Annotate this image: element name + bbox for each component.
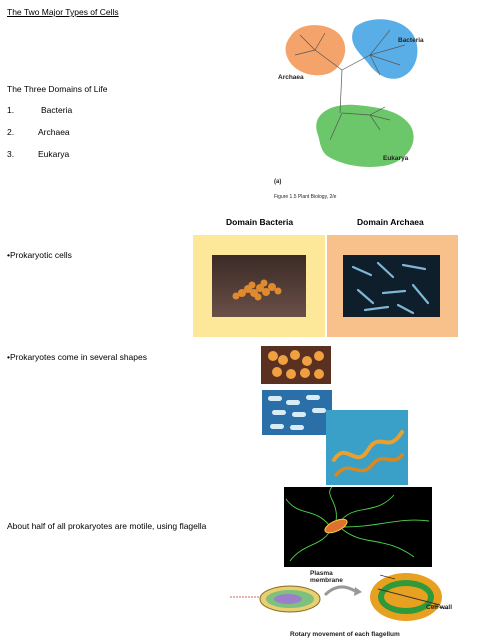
domains-heading: The Three Domains of Life (7, 84, 108, 94)
domain-num-1: 1. (7, 105, 15, 115)
domain-num-3: 3. (7, 149, 15, 159)
domain-name-1: Bacteria (41, 105, 73, 115)
bacteria-photo (212, 255, 306, 317)
tree-of-life-figure (270, 15, 435, 205)
tree-label-archaea: Archaea (278, 74, 304, 81)
tree-label-a: (a) (274, 179, 282, 185)
cocci-image (261, 346, 331, 384)
label-rotary: Rotary movement of each flagellum (290, 631, 400, 638)
domain-name-3: Eukarya (38, 149, 70, 159)
domain-num-2: 2. (7, 127, 15, 137)
bacteria-cluster-image (212, 255, 306, 317)
archaea-rods-image (343, 255, 440, 317)
flagellum-diagram (230, 567, 472, 640)
tree-label-eukarya: Eukarya (383, 155, 409, 162)
archaea-photo (343, 255, 440, 317)
spirilla-image (326, 410, 408, 485)
flagella-photo (284, 487, 432, 567)
motile-text: About half of all prokaryotes are motile, using flagella (7, 521, 207, 531)
bacteria-photo-panel (193, 235, 325, 337)
bullet-prokaryotic: •Prokaryotic cells (7, 250, 72, 260)
domain-name-2: Archaea (38, 127, 70, 137)
domain-archaea-label: Domain Archaea (357, 217, 424, 227)
bullet-shapes: •Prokaryotes come in several shapes (7, 352, 147, 362)
domain-bacteria-label: Domain Bacteria (226, 217, 294, 227)
label-plasma-membrane-1: Plasma (310, 570, 333, 577)
label-plasma-membrane-2: membrane (310, 577, 343, 584)
archaea-photo-panel (327, 235, 458, 337)
label-cell-wall: Cell wall (426, 604, 453, 611)
tree-caption: Figure 1.5 Plant Biology, 2/e (274, 194, 337, 200)
bacilli-image (262, 390, 332, 435)
bacteria-blob (352, 19, 417, 79)
page-title: The Two Major Types of Cells (7, 7, 119, 17)
tree-label-bacteria: Bacteria (398, 37, 424, 44)
